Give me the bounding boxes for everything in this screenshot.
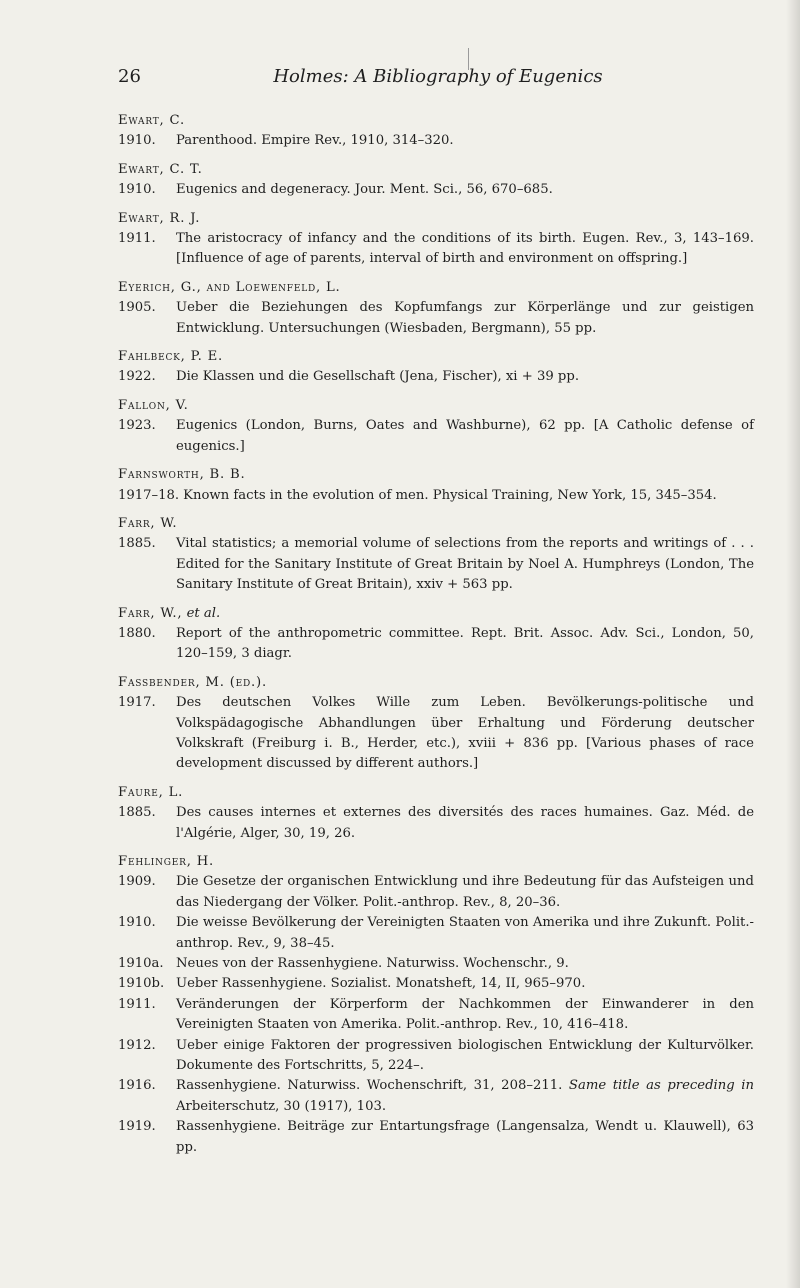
entry-year: 1909. [118, 874, 156, 890]
entry-author [118, 278, 754, 298]
author-name: Ewart, C. [118, 113, 185, 128]
author-name: Ewart, C. T. [118, 161, 203, 177]
author-name: Fassbender, M. (ed.). [118, 674, 267, 690]
entry-text: Report of the anthropometric committee. Rept. Brit. Assoc. Adv. Sci., London, 50, 120–159, 3 diagr. [176, 625, 754, 662]
entry-author [118, 160, 754, 180]
entry-year: 1916. [118, 1078, 156, 1094]
entry-item [118, 1076, 754, 1117]
page-edge-shadow [786, 0, 800, 1288]
entry-item [118, 913, 754, 954]
bibliography-entry [118, 852, 754, 1158]
entry-author [118, 604, 754, 624]
entry-text: Die Gesetze der organischen Entwicklung und ihre Bedeutung für das Aufsteigen und das Niedergang der Völker. Polit.-anthrop. Rev., 8, 20–36. [176, 874, 754, 910]
entry-item [118, 1036, 754, 1077]
author-name: Eyerich, G., and Loewenfeld, L. [118, 279, 341, 295]
bibliography-entry [118, 160, 754, 201]
bibliography-entry [118, 514, 754, 596]
entry-year: 1910b. [118, 976, 165, 992]
entry-item [118, 298, 754, 339]
entry-author [118, 783, 754, 803]
entry-text: Eugenics and degeneracy. Jour. Ment. Sci., 56, 670–685. [176, 182, 553, 198]
entry-text: Rassenhygiene. Naturwiss. Wochenschrift, 31, 208–211. [176, 1078, 563, 1094]
entry-item [118, 180, 754, 200]
entry-year: 1905. [118, 300, 156, 316]
entry-text-continued: Arbeiterschutz, 30 (1917), 103. [176, 1098, 387, 1114]
bibliography-entry [118, 278, 754, 339]
bibliography-entry [118, 111, 754, 152]
author-name: Fehlinger, H. [118, 854, 214, 869]
entry-item [118, 367, 754, 387]
entry-item [118, 1117, 754, 1158]
entry-year: 1923. [118, 418, 156, 434]
bibliography-list [118, 111, 754, 1166]
author-name: Farr, W., [118, 605, 183, 621]
entry-year: 1910. [118, 133, 156, 149]
entry-year: 1910. [118, 182, 156, 198]
entry-year: 1911. [118, 231, 156, 247]
entry-text: Ueber Rassenhygiene. Sozialist. Monatsheft, 14, II, 965–970. [176, 976, 586, 992]
entry-year: 1910. [118, 915, 156, 931]
entry-text: Des causes internes et externes des diversités des races humaines. Gaz. Méd. de l'Algérie, Alger, 30, 19, 26. [176, 805, 754, 841]
author-name: Farr, W. [118, 515, 178, 531]
entry-text: Ueber die Beziehungen des Kopfumfangs zur Körperlänge und zur geistigen Entwicklung. Untersuchungen (Wiesbaden, Bergmann), 55 pp. [176, 300, 754, 336]
bibliography-entry [118, 396, 754, 457]
entry-item [118, 803, 754, 844]
entry-text: Veränderungen der Körperform der Nachkommen der Einwanderer in den Vereinigten Staaten von Amerika. Polit.-anthrop. Rev., 10, 416–418. [176, 996, 754, 1033]
bibliography-entry [118, 783, 754, 844]
entry-year: 1885. [118, 805, 156, 821]
entry-text: Die weisse Bevölkerung der Vereinigten Staaten von Amerika und ihre Zukunft. Polit.-anthrop. Rev., 9, 38–45. [176, 915, 754, 951]
bibliography-entry [118, 465, 754, 506]
entry-year: 1880. [118, 625, 156, 641]
entry-text: The aristocracy of infancy and the conditions of its birth. Eugen. Rev., 3, 143–169. [Influence of age of parents, interval of birth and environment on offspring.] [176, 231, 754, 267]
entry-item [118, 974, 754, 994]
author-name: Ewart, R. J. [118, 210, 201, 226]
entry-year: 1885. [118, 536, 156, 552]
entry-year: 1912. [118, 1037, 156, 1053]
entry-item [118, 954, 754, 974]
entry-year: 1917. [118, 695, 156, 711]
entry-year: 1917–18. [118, 487, 180, 503]
bibliography-entry [118, 209, 754, 270]
entry-text: Rassenhygiene. Beiträge zur Entartungsfrage (Langensalza, Wendt u. Klauwell), 63 pp. [176, 1119, 754, 1155]
author-name: Fahlbeck, P. E. [118, 349, 224, 365]
entry-text: Ueber einige Faktoren der progressiven biologischen Entwicklung der Kulturvölker. Dokumente des Fortschritts, 5, 224–. [176, 1037, 754, 1074]
entry-text: Parenthood. Empire Rev., 1910, 314–320. [176, 133, 454, 149]
entry-item [118, 534, 754, 595]
page-number: 26 [118, 66, 141, 87]
entry-author [118, 673, 754, 693]
entry-year: 1910a. [118, 956, 164, 972]
author-name: Faure, L. [118, 784, 184, 800]
entry-text: Known facts in the evolution of men. Physical Training, New York, 15, 345–354. [183, 487, 717, 503]
author-suffix: et al. [186, 605, 221, 621]
entry-text: Die Klassen und die Gesellschaft (Jena, Fischer), xi + 39 pp. [176, 369, 580, 385]
author-name: Fallon, V. [118, 397, 189, 413]
entry-year: 1911. [118, 996, 156, 1012]
entry-year: 1922. [118, 369, 156, 385]
entry-author [118, 465, 754, 485]
entry-italic-note: Same title as preceding in [568, 1078, 754, 1094]
entry-author [118, 396, 754, 416]
entry-item [118, 229, 754, 270]
entry-item [118, 693, 754, 775]
entry-author [118, 111, 754, 131]
entry-text: Des deutschen Volkes Wille zum Leben. Bevölkerungs-politische und Volkspädagogische Abhandlungen über Erhaltung und Förderung deutscher Volkskraft (Freiburg i. B., Herder, etc.), xviii + 836 pp. [Various phases of race development discussed by different authors.] [176, 695, 754, 772]
entry-author [118, 852, 754, 872]
entry-author [118, 347, 754, 367]
bibliography-entry [118, 347, 754, 388]
entry-year: 1919. [118, 1119, 156, 1135]
running-title: Holmes: A Bibliography of Eugenics [273, 66, 603, 87]
entry-text: Neues von der Rassenhygiene. Naturwiss. Wochenschr., 9. [176, 956, 569, 972]
bibliography-entry [118, 604, 754, 665]
entry-item [118, 624, 754, 665]
page-header [118, 66, 758, 94]
entry-item [118, 131, 754, 151]
author-name: Farnsworth, B. B. [118, 467, 246, 483]
entry-item [118, 416, 754, 457]
entry-item [118, 486, 754, 506]
entry-item [118, 995, 754, 1036]
entry-author [118, 209, 754, 229]
entry-author [118, 514, 754, 534]
entry-text: Eugenics (London, Burns, Oates and Washburne), 62 pp. [A Catholic defense of eugenics.] [176, 418, 754, 454]
bibliography-entry [118, 673, 754, 775]
entry-text: Vital statistics; a memorial volume of selections from the reports and writings of . . . Edited for the Sanitary Institute of Great Britain by Noel A. Humphreys (London, The Sanitary Institute of Great Britain), xxiv + 563 pp. [176, 536, 754, 593]
entry-item [118, 872, 754, 913]
